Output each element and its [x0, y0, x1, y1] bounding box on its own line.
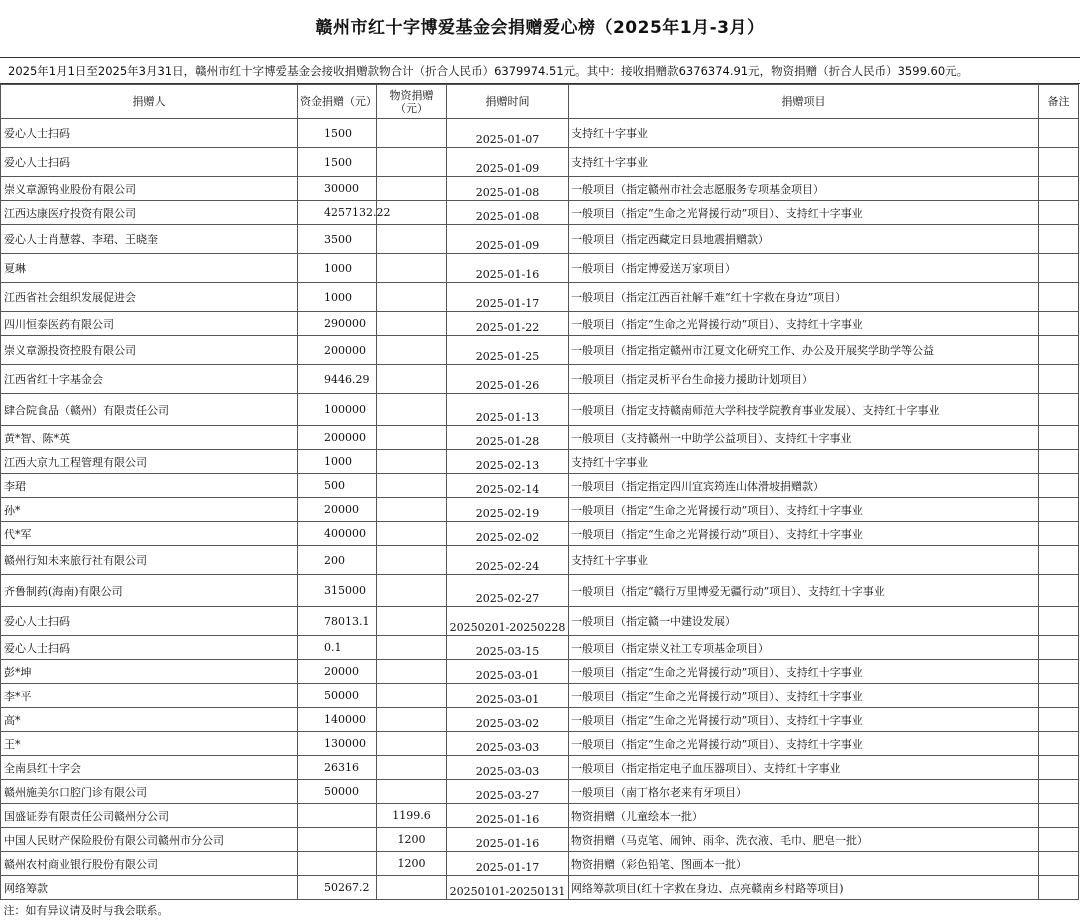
goods-cell: 1200 — [377, 852, 447, 876]
cash-cell: 30000 — [298, 177, 377, 201]
page-title: 赣州市红十字博爱基金会捐赠爱心榜（2025年1月-3月） — [0, 0, 1080, 56]
note-cell — [1039, 780, 1079, 804]
donation-table — [0, 84, 1079, 920]
donor-cell: 代*军 — [1, 522, 298, 546]
table-row — [1, 336, 1079, 365]
table-row — [1, 780, 1079, 804]
cash-cell: 1500 — [298, 148, 377, 177]
cash-cell: 26316 — [298, 756, 377, 780]
table-row — [1, 804, 1079, 828]
donor-cell: 爱心人士肖慧蓉、李珺、王晓奎 — [1, 225, 298, 254]
project-cell: 一般项目（南丁格尔老来有牙项目） — [569, 780, 1039, 804]
note-cell — [1039, 394, 1079, 426]
goods-cell — [377, 177, 447, 201]
table-row — [1, 828, 1079, 852]
note-cell — [1039, 708, 1079, 732]
time-cell: 2025-01-22 — [447, 312, 569, 336]
time-cell: 2025-03-02 — [447, 708, 569, 732]
note-cell — [1039, 201, 1079, 225]
cash-cell: 200000 — [298, 426, 377, 450]
table-row — [1, 575, 1079, 607]
donor-cell: 高* — [1, 708, 298, 732]
table-row — [1, 660, 1079, 684]
table-body — [1, 119, 1079, 920]
note-cell — [1039, 660, 1079, 684]
time-cell: 2025-03-01 — [447, 660, 569, 684]
note-cell — [1039, 732, 1079, 756]
note-cell — [1039, 876, 1079, 900]
donor-cell: 江西省红十字基金会 — [1, 365, 298, 394]
cash-cell — [298, 828, 377, 852]
time-cell: 2025-01-13 — [447, 394, 569, 426]
header-project: 捐赠项目 — [569, 85, 1039, 119]
cash-cell — [298, 852, 377, 876]
note-cell — [1039, 575, 1079, 607]
note-cell — [1039, 636, 1079, 660]
time-cell: 2025-02-02 — [447, 522, 569, 546]
note-cell — [1039, 312, 1079, 336]
goods-cell — [377, 636, 447, 660]
project-cell: 一般项目（指定“生命之光肾援行动”项目）、支持红十字事业 — [569, 684, 1039, 708]
table-row — [1, 148, 1079, 177]
header-donor: 捐赠人 — [1, 85, 298, 119]
time-cell: 2025-01-09 — [447, 148, 569, 177]
cash-cell: 78013.1 — [298, 607, 377, 636]
goods-cell — [377, 365, 447, 394]
project-cell: 物资捐赠（儿童绘本一批） — [569, 804, 1039, 828]
footer-row — [1, 900, 1079, 920]
note-cell — [1039, 283, 1079, 312]
table-row — [1, 522, 1079, 546]
project-cell: 一般项目（指定江西百社解千难“红十字救在身边”项目） — [569, 283, 1039, 312]
table-row — [1, 756, 1079, 780]
time-cell: 2025-02-14 — [447, 474, 569, 498]
note-cell — [1039, 498, 1079, 522]
donor-cell: 爱心人士扫码 — [1, 636, 298, 660]
goods-cell — [377, 119, 447, 148]
table-row — [1, 450, 1079, 474]
cash-cell: 130000 — [298, 732, 377, 756]
goods-cell — [377, 756, 447, 780]
time-cell: 2025-03-27 — [447, 780, 569, 804]
donor-cell: 赣州行知未来旅行社有限公司 — [1, 546, 298, 575]
donor-cell: 江西达康医疗投资有限公司 — [1, 201, 298, 225]
goods-cell — [377, 225, 447, 254]
note-cell — [1039, 684, 1079, 708]
project-cell: 一般项目（指定指定赣州市江夏文化研究工作、办公及开展奖学助学等公益 — [569, 336, 1039, 365]
goods-cell — [377, 148, 447, 177]
goods-cell — [377, 708, 447, 732]
note-cell — [1039, 148, 1079, 177]
project-cell: 支持红十字事业 — [569, 546, 1039, 575]
project-cell: 一般项目（指定“生命之光肾援行动”项目）、支持红十字事业 — [569, 522, 1039, 546]
note-cell — [1039, 828, 1079, 852]
project-cell: 一般项目（指定指定四川宜宾筠连山体滑坡捐赠款） — [569, 474, 1039, 498]
goods-cell — [377, 474, 447, 498]
goods-cell: 1200 — [377, 828, 447, 852]
goods-cell — [377, 546, 447, 575]
cash-cell: 100000 — [298, 394, 377, 426]
donor-cell: 黄*智、陈*英 — [1, 426, 298, 450]
goods-cell — [377, 732, 447, 756]
table-row — [1, 365, 1079, 394]
goods-cell — [377, 780, 447, 804]
time-cell: 2025-01-08 — [447, 177, 569, 201]
time-cell: 2025-02-24 — [447, 546, 569, 575]
goods-cell — [377, 660, 447, 684]
time-cell: 2025-01-09 — [447, 225, 569, 254]
time-cell: 2025-01-08 — [447, 201, 569, 225]
table-row — [1, 119, 1079, 148]
cash-cell: 3500 — [298, 225, 377, 254]
table-row — [1, 426, 1079, 450]
donor-cell: 江西大京九工程管理有限公司 — [1, 450, 298, 474]
cash-cell: 0.1 — [298, 636, 377, 660]
cash-cell: 200 — [298, 546, 377, 575]
time-cell: 2025-03-03 — [447, 732, 569, 756]
donor-cell: 国盛证券有限责任公司赣州分公司 — [1, 804, 298, 828]
time-cell: 2025-01-25 — [447, 336, 569, 365]
goods-cell — [377, 498, 447, 522]
table-row — [1, 852, 1079, 876]
donor-cell: 爱心人士扫码 — [1, 119, 298, 148]
donor-cell: 中国人民财产保险股份有限公司赣州市分公司 — [1, 828, 298, 852]
project-cell: 一般项目（指定赣州市社会志愿服务专项基金项目） — [569, 177, 1039, 201]
cash-cell: 200000 — [298, 336, 377, 365]
goods-cell — [377, 575, 447, 607]
cash-cell: 20000 — [298, 498, 377, 522]
donor-cell: 崇义章源投资控股有限公司 — [1, 336, 298, 365]
project-cell: 一般项目（指定“赣行万里博爱无疆行动”项目）、支持红十字事业 — [569, 575, 1039, 607]
project-cell: 一般项目（指定“生命之光肾援行动”项目）、支持红十字事业 — [569, 732, 1039, 756]
donor-cell: 李*平 — [1, 684, 298, 708]
header-note: 备注 — [1039, 85, 1079, 119]
cash-cell: 1000 — [298, 283, 377, 312]
donor-cell: 夏琳 — [1, 254, 298, 283]
project-cell: 一般项目（指定指定电子血压器项目）、支持红十字事业 — [569, 756, 1039, 780]
project-cell: 物资捐赠（马克笔、闹钟、雨伞、洗衣液、毛巾、肥皂一批） — [569, 828, 1039, 852]
time-cell: 2025-02-19 — [447, 498, 569, 522]
time-cell: 20250201-20250228 — [447, 607, 569, 636]
header-row — [1, 85, 1079, 119]
cash-cell: 315000 — [298, 575, 377, 607]
table-row — [1, 225, 1079, 254]
table-row — [1, 498, 1079, 522]
project-cell: 支持红十字事业 — [569, 119, 1039, 148]
time-cell: 2025-01-07 — [447, 119, 569, 148]
note-cell — [1039, 607, 1079, 636]
note-cell — [1039, 804, 1079, 828]
cash-cell: 4257132.22 — [298, 201, 377, 225]
goods-cell — [377, 426, 447, 450]
project-cell: 一般项目（支持赣州一中助学公益项目）、支持红十字事业 — [569, 426, 1039, 450]
cash-cell: 50000 — [298, 780, 377, 804]
cash-cell: 20000 — [298, 660, 377, 684]
note-cell — [1039, 474, 1079, 498]
project-cell: 一般项目（指定博爱送万家项目） — [569, 254, 1039, 283]
cash-cell: 1500 — [298, 119, 377, 148]
time-cell: 2025-01-26 — [447, 365, 569, 394]
donor-cell: 齐鲁制药(海南)有限公司 — [1, 575, 298, 607]
note-cell — [1039, 546, 1079, 575]
table-row — [1, 708, 1079, 732]
donor-cell: 赣州农村商业银行股份有限公司 — [1, 852, 298, 876]
header-goods: 物资捐赠（元） — [377, 85, 447, 119]
note-cell — [1039, 756, 1079, 780]
goods-cell — [377, 336, 447, 365]
project-cell: 一般项目（指定“生命之光肾援行动”项目）、支持红十字事业 — [569, 498, 1039, 522]
project-cell: 一般项目（指定“生命之光肾援行动”项目）、支持红十字事业 — [569, 312, 1039, 336]
time-cell: 2025-01-28 — [447, 426, 569, 450]
cash-cell: 1000 — [298, 450, 377, 474]
project-cell: 一般项目（指定“生命之光肾援行动”项目）、支持红十字事业 — [569, 708, 1039, 732]
table-row — [1, 394, 1079, 426]
project-cell: 支持红十字事业 — [569, 450, 1039, 474]
time-cell: 2025-01-17 — [447, 852, 569, 876]
project-cell: 一般项目（指定“生命之光肾援行动”项目）、支持红十字事业 — [569, 660, 1039, 684]
project-cell: 一般项目（指定西藏定日县地震捐赠款） — [569, 225, 1039, 254]
goods-cell — [377, 876, 447, 900]
donor-cell: 王* — [1, 732, 298, 756]
note-cell — [1039, 450, 1079, 474]
project-cell: 网络筹款项目(红十字救在身边、点亮赣南乡村路等项目) — [569, 876, 1039, 900]
donor-cell: 彭*坤 — [1, 660, 298, 684]
table-row — [1, 732, 1079, 756]
note-cell — [1039, 852, 1079, 876]
cash-cell — [298, 804, 377, 828]
donor-cell: 肆合院食品（赣州）有限责任公司 — [1, 394, 298, 426]
donor-cell: 孙* — [1, 498, 298, 522]
goods-cell — [377, 450, 447, 474]
donor-cell: 全南县红十字会 — [1, 756, 298, 780]
goods-cell — [377, 522, 447, 546]
goods-cell — [377, 254, 447, 283]
table-row — [1, 546, 1079, 575]
time-cell: 2025-02-13 — [447, 450, 569, 474]
time-cell: 2025-02-27 — [447, 575, 569, 607]
note-cell — [1039, 119, 1079, 148]
donor-cell: 爱心人士扫码 — [1, 607, 298, 636]
table-row — [1, 201, 1079, 225]
note-cell — [1039, 426, 1079, 450]
note-cell — [1039, 177, 1079, 201]
project-cell: 一般项目（指定崇义社工专项基金项目） — [569, 636, 1039, 660]
donor-cell: 四川恒泰医药有限公司 — [1, 312, 298, 336]
table-row — [1, 607, 1079, 636]
note-cell — [1039, 522, 1079, 546]
time-cell: 2025-01-16 — [447, 804, 569, 828]
note-cell — [1039, 254, 1079, 283]
cash-cell: 50267.2 — [298, 876, 377, 900]
project-cell: 一般项目（指定支持赣南师范大学科技学院教育事业发展）、支持红十字事业 — [569, 394, 1039, 426]
header-time: 捐赠时间 — [447, 85, 569, 119]
table-row — [1, 312, 1079, 336]
goods-cell — [377, 607, 447, 636]
table-row — [1, 876, 1079, 900]
project-cell: 支持红十字事业 — [569, 148, 1039, 177]
footer-note: 注：如有异议请及时与我会联系。 — [1, 900, 1079, 920]
time-cell: 2025-03-03 — [447, 756, 569, 780]
goods-cell — [377, 283, 447, 312]
table-row — [1, 177, 1079, 201]
donor-cell: 李珺 — [1, 474, 298, 498]
cash-cell: 1000 — [298, 254, 377, 283]
table-row — [1, 474, 1079, 498]
cash-cell: 140000 — [298, 708, 377, 732]
cash-cell: 50000 — [298, 684, 377, 708]
time-cell: 2025-01-17 — [447, 283, 569, 312]
table-row — [1, 684, 1079, 708]
donor-cell: 崇义章源钨业股份有限公司 — [1, 177, 298, 201]
cash-cell: 500 — [298, 474, 377, 498]
project-cell: 一般项目（指定“生命之光肾援行动”项目）、支持红十字事业 — [569, 201, 1039, 225]
project-cell: 一般项目（指定赣一中建设发展） — [569, 607, 1039, 636]
goods-cell — [377, 684, 447, 708]
time-cell: 20250101-20250131 — [447, 876, 569, 900]
donor-cell: 赣州施美尔口腔门诊有限公司 — [1, 780, 298, 804]
goods-cell: 1199.6 — [377, 804, 447, 828]
note-cell — [1039, 225, 1079, 254]
header-cash: 资金捐赠（元） — [298, 85, 377, 119]
project-cell: 一般项目（指定灵析平台生命接力援助计划项目） — [569, 365, 1039, 394]
donor-cell: 江西省社会组织发展促进会 — [1, 283, 298, 312]
note-cell — [1039, 365, 1079, 394]
table-row — [1, 254, 1079, 283]
goods-cell — [377, 312, 447, 336]
donor-cell: 爱心人士扫码 — [1, 148, 298, 177]
table-row — [1, 636, 1079, 660]
project-cell: 物资捐赠（彩色铅笔、图画本一批） — [569, 852, 1039, 876]
cash-cell: 9446.29 — [298, 365, 377, 394]
goods-cell — [377, 394, 447, 426]
donor-cell: 网络筹款 — [1, 876, 298, 900]
summary-line: 2025年1月1日至2025年3月31日，赣州市红十字博爱基金会接收捐赠款物合计（折合人民币）6379974.51元。其中：接收捐赠款6376374.91元，物资捐赠（折合人民币）3599.60元。 — [0, 57, 1080, 84]
cash-cell: 290000 — [298, 312, 377, 336]
time-cell: 2025-03-01 — [447, 684, 569, 708]
time-cell: 2025-03-15 — [447, 636, 569, 660]
time-cell: 2025-01-16 — [447, 254, 569, 283]
note-cell — [1039, 336, 1079, 365]
time-cell: 2025-01-16 — [447, 828, 569, 852]
cash-cell: 400000 — [298, 522, 377, 546]
table-row — [1, 283, 1079, 312]
